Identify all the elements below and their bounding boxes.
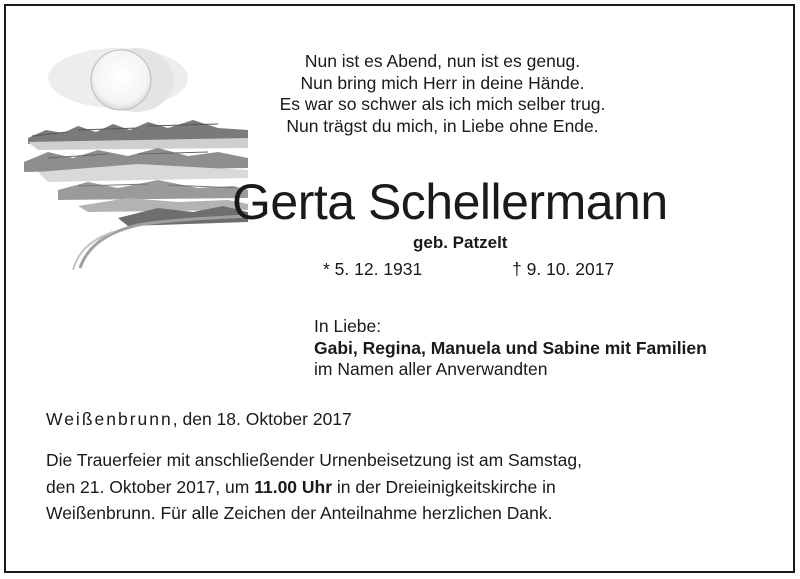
poem-line: Nun bring mich Herr in deine Hände. [300,72,585,93]
poem-line: Nun ist es Abend, nun ist es genug. [304,51,581,71]
mourners-intro: In Liebe: [314,316,382,336]
mourners-relatives: im Namen aller Anverwandten [314,359,548,379]
moon-landscape-illustration [18,40,258,270]
birth-date: * 5. 12. 1931 [323,259,423,279]
mourners-block [314,316,707,381]
notice-text: in der Dreieinigkeitskirche in [332,476,556,497]
funeral-notice [46,447,666,527]
notice-text: den 21. Oktober 2017, um [46,476,255,497]
notice-date: , den 18. Oktober 2017 [172,409,352,429]
death-date: † 9. 10. 2017 [512,259,615,279]
deceased-name: Gerta Schellermann [232,174,668,230]
notice-line: Die Trauerfeier mit anschließender Urnenbeisetzung ist am Samstag, [46,450,582,470]
ceremony-time: 11.00 Uhr [254,476,333,497]
notice-line: Weißenbrunn. Für alle Zeichen der Anteilnahme herzlichen Dank. [46,503,553,523]
mourners-names: Gabi, Regina, Manuela und Sabine mit Familien [314,337,707,358]
poem-line: Es war so schwer als ich mich selber trug. [279,94,606,114]
place-and-date [46,409,352,430]
birth-name: geb. Patzelt [413,233,508,252]
notice-line [46,474,666,501]
place-name: Weißenbrunn [46,409,173,429]
poem-line: Nun trägst du mich, in Liebe ohne Ende. [286,115,599,136]
memorial-poem [270,51,615,137]
